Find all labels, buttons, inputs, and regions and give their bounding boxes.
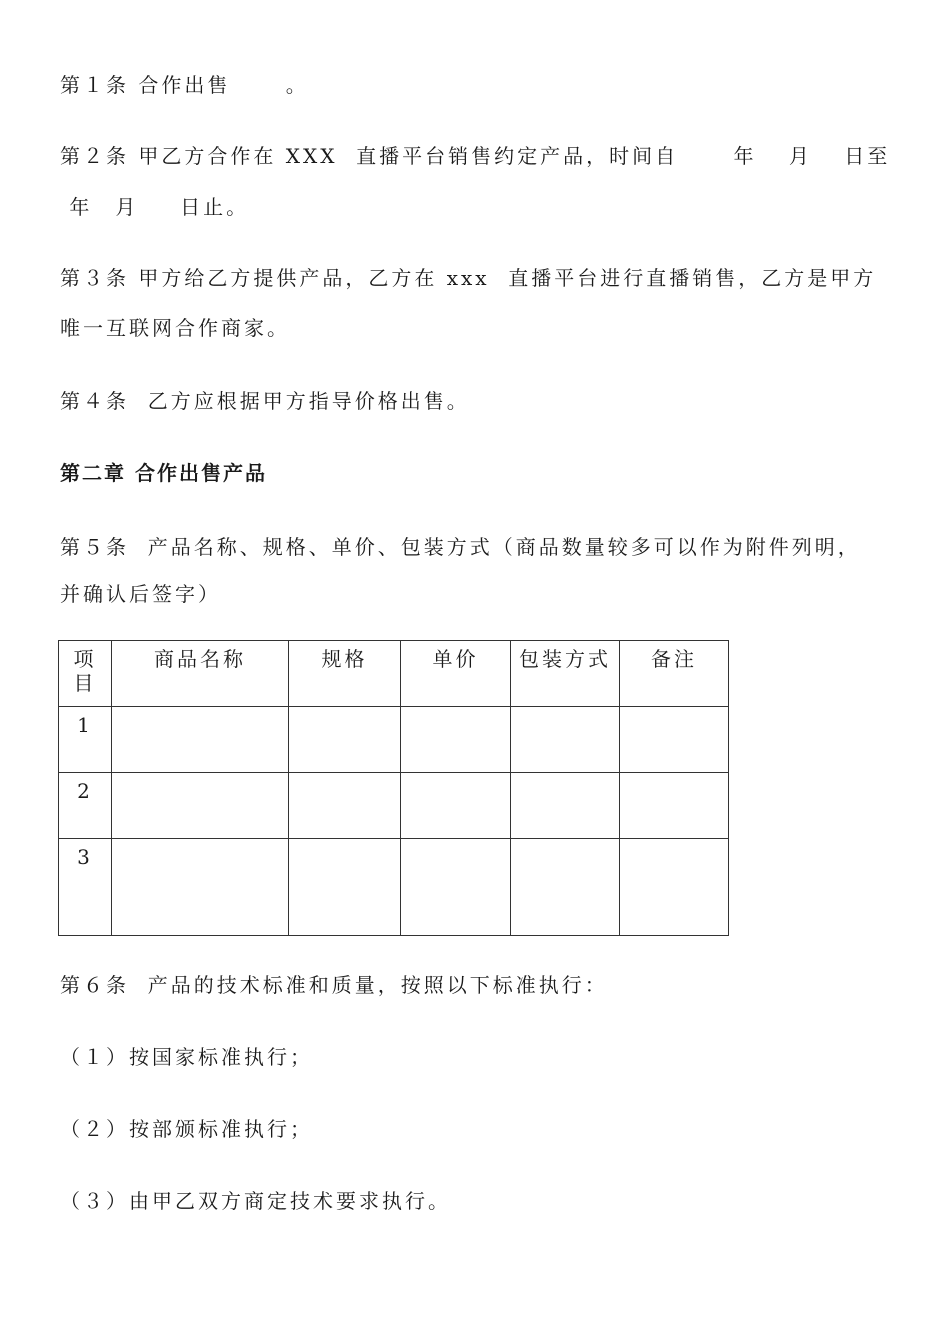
cell-product-name [112,707,289,773]
article-5-line-2: 并确认后签字） [60,582,221,606]
header-unit-price: 单价 [401,641,511,707]
standard-item-3: （３）由甲乙双方商定技术要求执行。 [60,1189,451,1213]
header-spec: 规格 [289,641,401,707]
cell-packaging [511,773,620,839]
article-3-line-1: 第３条 甲方给乙方提供产品，乙方在 xxx 直播平台进行直播销售，乙方是甲方 [60,266,877,290]
cell-spec [289,773,401,839]
chapter-2-heading: 第二章 合作出售产品 [60,461,267,485]
standard-item-2: （２）按部颁标准执行； [60,1117,313,1141]
article-2-line-2: 年 月 日止。 [60,195,250,219]
cell-packaging [511,839,620,936]
cell-product-name [112,773,289,839]
cell-product-name [112,839,289,936]
header-product-name: 商品名称 [112,641,289,707]
cell-remarks [620,839,729,936]
cell-remarks [620,707,729,773]
table-row [59,839,729,936]
cell-unit-price [401,839,511,936]
product-spec-table [58,640,729,936]
header-packaging: 包装方式 [511,641,620,707]
article-6: 第６条 产品的技术标准和质量，按照以下标准执行： [60,973,608,997]
cell-unit-price [401,707,511,773]
cell-spec [289,839,401,936]
cell-spec [289,707,401,773]
article-4: 第４条 乙方应根据甲方指导价格出售。 [60,389,470,413]
row-number: 1 [59,707,112,773]
cell-unit-price [401,773,511,839]
row-number: 2 [59,773,112,839]
standard-item-1: （１）按国家标准执行； [60,1045,313,1069]
article-1: 第１条 合作出售 。 [60,73,309,97]
article-2-line-1: 第２条 甲乙方合作在 XXX 直播平台销售约定产品，时间自 年 月 日至 [60,144,891,168]
row-number: 3 [59,839,112,936]
table-row [59,773,729,839]
cell-remarks [620,773,729,839]
article-5-line-1: 第５条 产品名称、规格、单价、包装方式（商品数量较多可以作为附件列明， [60,535,861,559]
table-row [59,707,729,773]
header-item-no: 项目 [59,641,112,707]
article-3-line-2: 唯一互联网合作商家。 [60,316,290,340]
header-remarks: 备注 [620,641,729,707]
cell-packaging [511,707,620,773]
table-header-row [59,641,729,707]
